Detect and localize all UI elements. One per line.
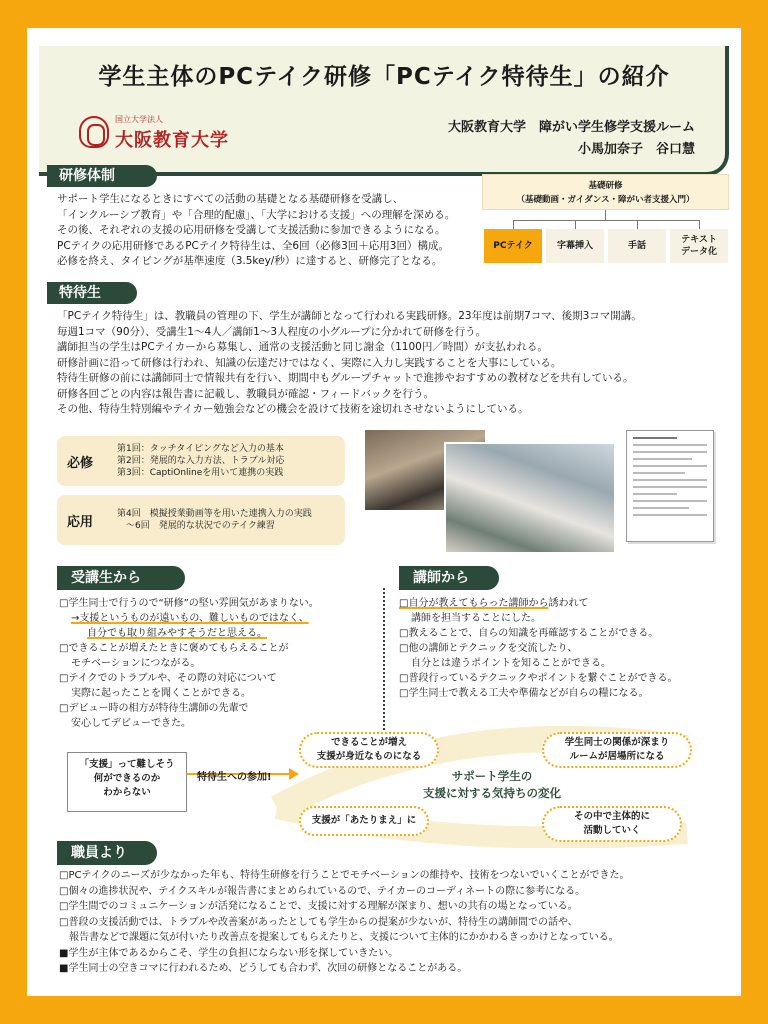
organization: 大阪教育大学 障がい学生修学支援ルーム: [447, 120, 695, 135]
students-list: [59, 596, 319, 731]
paragraph-line: PCテイクの応用研修であるPCテイク特待生は、全6回（必修3回＋応用3回）構成。: [57, 239, 449, 252]
section-heading-training: 研修体制: [47, 165, 157, 187]
required-list: [117, 443, 284, 479]
section-heading-staff: 職員より: [57, 841, 157, 865]
university-logo: [79, 114, 239, 154]
paragraph-line: 毎週1コマ（90分）、受講生1～4人／講師1～3人程度の小グループに分かれて研修を行う。: [57, 325, 487, 338]
course-item: 第2回：発展的な入力方法、トラブル対応: [117, 456, 285, 466]
basic-training-box: [482, 174, 729, 210]
change-bubble-4: その中で主体的に 活動していく: [542, 806, 682, 842]
list-item: □デビュー時の相方が特待生講師の先輩で: [59, 703, 249, 714]
tree-connector: [575, 220, 576, 229]
required-course-box: [57, 436, 345, 486]
before-state-box: 「支援」って難しそう 何ができるのか わからない: [67, 752, 187, 812]
change-bubble-3: 学生同士の関係が深まり ルームが居場所になる: [542, 732, 692, 768]
list-item: 自分でも取り組みやすそうだと思える。: [87, 628, 267, 639]
list-item: 安心してデビューできた。: [71, 718, 191, 729]
paragraph-line: 必修を終え、タイピングが基準速度（3.5key/秒）に達すると、研修完了となる。: [57, 255, 443, 267]
course-item: 第4回 模擬授業動画等を用いた連携入力の実践: [117, 509, 312, 519]
list-item: →支援というものが遠いもの、難しいものではなく、: [71, 613, 309, 624]
training-photo-2: [444, 442, 616, 554]
list-item: モチベーションにつながる。: [71, 658, 201, 669]
diagram-center-caption: サポート学生の 支援に対する気持ちの変化: [423, 769, 561, 800]
paragraph-line: 研修計画に沿って研修は行われ、知識の伝達だけではなく、実際に入力し実践することを大事にしている。: [57, 356, 562, 369]
logo-emblem-icon: [79, 116, 109, 148]
tree-connector: [637, 220, 638, 229]
header: [39, 46, 729, 176]
tree-connector: [513, 220, 699, 221]
paragraph-line: その後、それぞれの支援の応用研修を受講して支援活動に参加できるようになる。: [57, 224, 446, 236]
paragraph-line: 講師担当の学生はPCテイカーから募集し、通常の支援活動と同じ謝金（1100円／時間）が支払われる。: [57, 341, 548, 353]
course-item: ～6回 発展的な状況でのテイク練習: [117, 521, 275, 531]
tree-connector: [699, 220, 700, 229]
list-item-underlined: □自分が教えてもらった講師から: [399, 598, 549, 609]
applied-list: [117, 508, 312, 532]
course-item: 第3回：CaptiOnlineを用いて連携の実践: [117, 468, 284, 478]
basic-training-subtitle: （基礎動画・ガイダンス・障がい者支援入門）: [516, 195, 695, 205]
list-item: 実際に起ったことを聞くことができる。: [71, 688, 251, 699]
training-text: [57, 192, 455, 270]
scholar-text: [57, 309, 642, 418]
list-item: ■学生が主体であるからこそ、学生の負担にならない形を探していきたい。: [59, 947, 399, 959]
section-heading-students: 受講生から: [57, 566, 185, 590]
paragraph-line: 「インクルーシブ教育」や「合理的配慮」、「大学における支援」への理解を深める。: [57, 208, 456, 221]
list-item: □普段行っているテクニックやポイントを繋ぐことができる。: [399, 673, 678, 684]
paragraph-line: 「PCテイク特待生」は、教職員の管理の下、学生が講師となって行われる実践研修。23年度は前期7コマ、後期3コマ開講。: [57, 310, 642, 322]
column-divider: [383, 588, 385, 738]
list-item: □学生間でのコミュニケーションが活発になることで、支援に対する理解が深まり、想いの共有の場となっている。: [59, 901, 578, 912]
branch-subtitles: 字幕挿入: [546, 229, 604, 263]
tree-connector: [605, 210, 606, 220]
change-bubble-2: 支援が「あたりまえ」に: [299, 806, 429, 836]
applied-label: 応用: [67, 515, 94, 530]
list-item: □PCテイクのニーズが少なかった年も、特待生研修を行うことでモチベーションの維持や、技術をつないでいくことができた。: [59, 870, 630, 881]
branch-pc-take: PCテイク: [484, 229, 542, 263]
list-item-rest: 誘われて: [548, 598, 589, 609]
list-item: 講師を担当することにした。: [411, 613, 541, 624]
list-item: □学生同士で行うので“研修”の堅い雰囲気があまりない。: [59, 598, 319, 609]
authors: 小馬加奈子 谷口慧: [577, 142, 695, 157]
section-heading-instructors: 講師から: [399, 566, 499, 590]
list-item: □学生同士で教える工夫や準備などが自らの糧になる。: [399, 688, 649, 699]
logo-small-text: 国立大学法人: [115, 115, 163, 124]
paragraph-line: 特待生研修の前には講師同士で情報共有を行い、期間中もグループチャットで進捗やおすすめの教材などを共有している。: [57, 372, 634, 384]
join-label: 特待生への参加!: [197, 772, 272, 783]
logo-name: 大阪教育大学: [115, 130, 229, 151]
list-item: 自分とは違うポイントを知ることができる。: [411, 658, 611, 669]
basic-training-title: 基礎研修: [588, 181, 623, 191]
list-item: □テイクでのトラブルや、その際の対応について: [59, 673, 277, 684]
instructors-list: [399, 596, 677, 701]
list-item: □個々の進捗状況や、テイクスキルが報告書にまとめられているので、テイカーのコーディネートの際に参考になる。: [59, 885, 586, 897]
list-item: □教えることで、自らの知識を再確認することができる。: [399, 628, 659, 639]
course-item: 第1回：タッチタイピングなど入力の基本: [117, 444, 284, 454]
paragraph-line: サポート学生になるときにすべての活動の基礎となる基礎研修を受講し、: [57, 193, 404, 205]
change-bubble-1: できることが増え 支援が身近なものになる: [299, 732, 439, 768]
section-heading-scholar: 特待生: [47, 282, 137, 304]
list-item: □普段の支援活動では、トラブルや改善案があったとしても学生からの提案が少ないが、特待生の講師間での話や、: [59, 916, 578, 928]
arrow-head-icon: [289, 768, 299, 780]
list-item: □できることが増えたときに褒めてもらえることが: [59, 643, 289, 654]
poster: [27, 28, 741, 996]
branch-text-data: テキスト データ化: [670, 229, 728, 263]
paragraph-line: その他、特待生特別編やテイカー勉強会などの機会を設けて技術を途切れさせないようにしている。: [57, 403, 529, 415]
tree-connector: [513, 220, 514, 229]
staff-list: [59, 868, 629, 977]
branch-sign-language: 手話: [608, 229, 666, 263]
list-item: [399, 596, 677, 611]
page-title: 学生主体のPCテイク研修「PCテイク特待生」の紹介: [98, 64, 670, 90]
list-item: 報告書などで課題に気が付いたり改善点を提案してもらえたりと、支援について主体的にかかわるきっかけとなっている。: [59, 932, 619, 943]
report-document-image: [626, 430, 714, 542]
required-label: 必修: [67, 456, 94, 471]
list-item: ■学生同士の空きコマに行われるため、どうしても合わず、次回の研修となることがある。: [59, 963, 468, 974]
applied-course-box: [57, 495, 345, 545]
list-item: □他の講師とテクニックを交流したり、: [399, 643, 578, 654]
paragraph-line: 研修各回ごとの内容は報告書に記載し、教職員が確認・フィードバックを行う。: [57, 387, 434, 400]
